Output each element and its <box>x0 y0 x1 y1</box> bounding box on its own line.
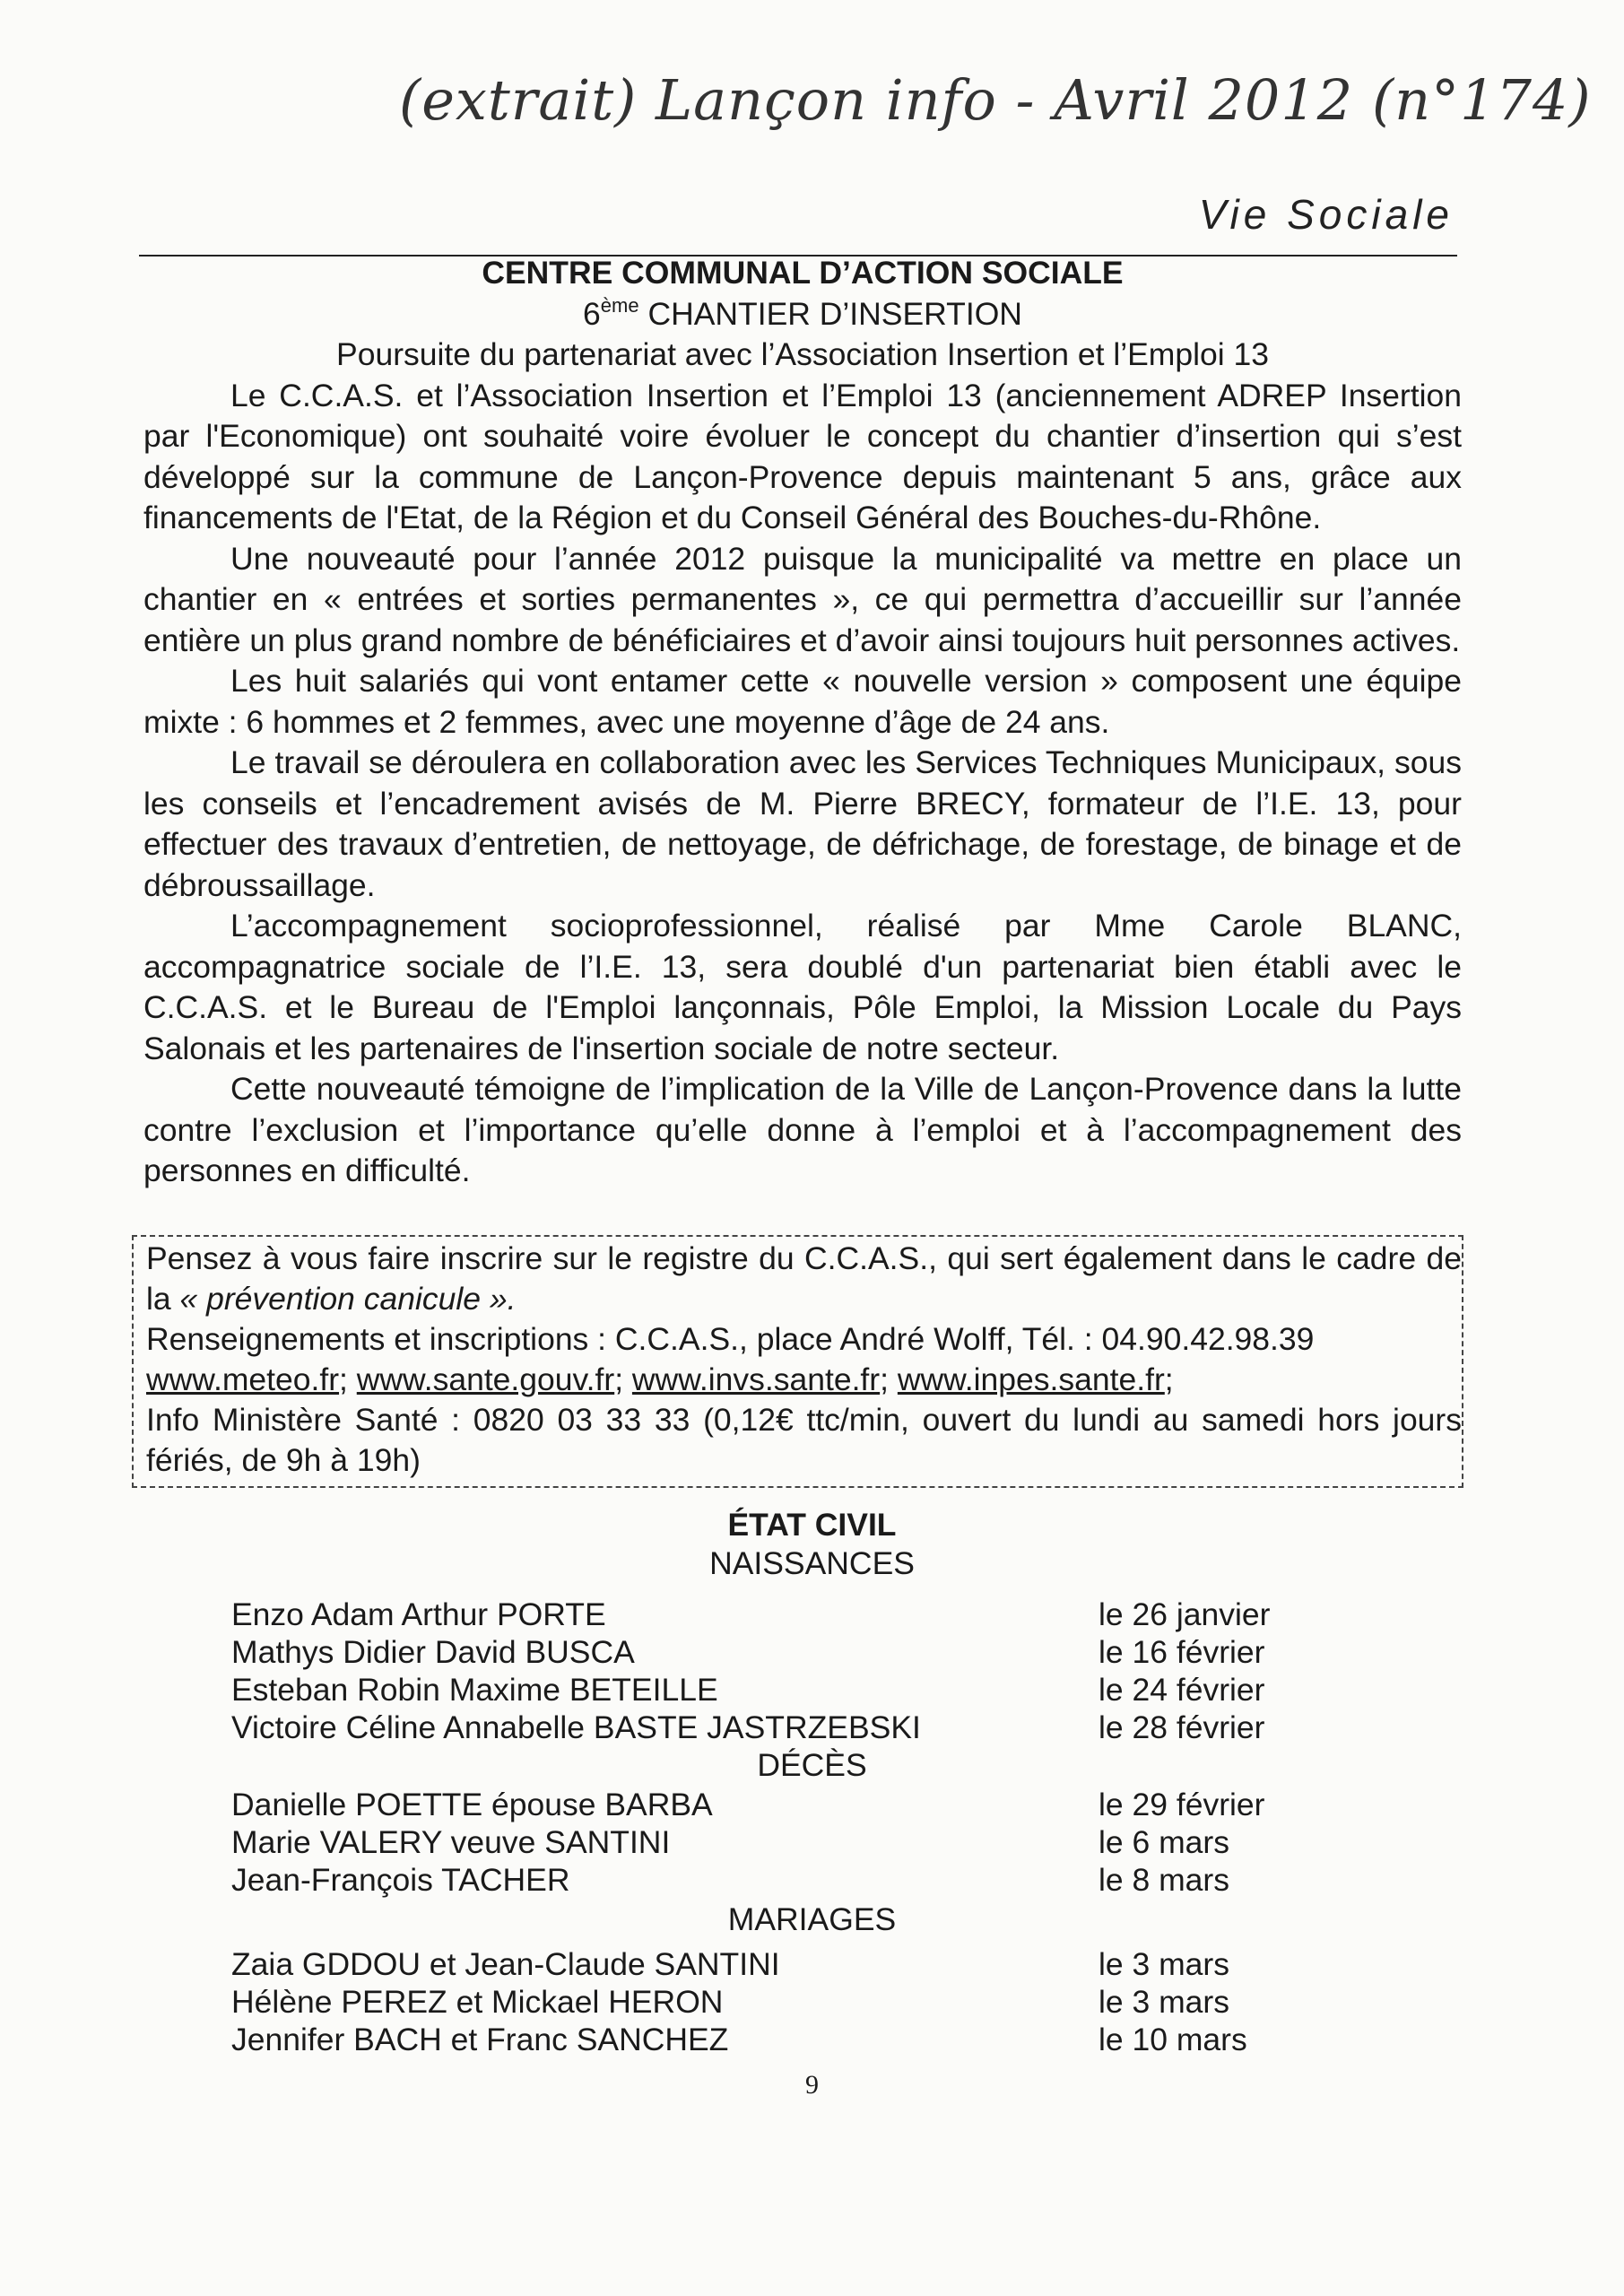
list-item <box>0 1862 1624 1902</box>
event-date: le 10 mars <box>1099 2022 1247 2057</box>
list-item <box>0 1596 1624 1637</box>
deces-title: DÉCÈS <box>757 1747 867 1783</box>
person-name: Enzo Adam Arthur PORTE <box>231 1596 606 1632</box>
event-date: le 6 mars <box>1099 1824 1229 1860</box>
registry-notice <box>146 1239 1462 1319</box>
link-inpes[interactable]: www.inpes.sante.fr <box>897 1361 1165 1397</box>
person-name: Danielle POETTE épouse BARBA <box>231 1787 713 1822</box>
link-meteo[interactable]: www.meteo.fr <box>146 1361 340 1397</box>
link-separator: ; <box>614 1361 632 1397</box>
article-lead: Poursuite du partenariat avec l’Association Insertion et l’Emploi 13 <box>336 336 1269 372</box>
list-item <box>0 1634 1624 1674</box>
link-invs[interactable]: www.invs.sante.fr <box>631 1361 881 1397</box>
article-title: CENTRE COMMUNAL D’ACTION SOCIALE <box>482 255 1124 291</box>
person-name: Mathys Didier David BUSCA <box>231 1634 635 1670</box>
event-date: le 24 février <box>1099 1672 1265 1708</box>
naissances-title: NAISSANCES <box>709 1545 915 1581</box>
contact-info: Renseignements et inscriptions : C.C.A.S., place André Wolff, Tél. : 04.90.42.98.39 <box>146 1321 1315 1357</box>
list-item <box>0 2022 1624 2062</box>
article-subtitle <box>143 294 1462 335</box>
event-date: le 29 février <box>1099 1787 1265 1822</box>
event-date: le 8 mars <box>1099 1862 1229 1898</box>
article-paragraph: L’accompagnement socioprofessionnel, réalisé par Mme Carole BLANC, accompagnatrice sociale de l’I.E. 13, sera doublé d'un partenariat bien établi avec le C.C.A.S. et le Bureau de l'Emploi lançonnais, Pôle Emploi, la Mission Locale du Pays Salonais et les partenaires de l'insertion sociale de notre secteur. <box>143 908 1462 1066</box>
event-date: le 28 février <box>1099 1709 1265 1745</box>
person-name: Victoire Céline Annabelle BASTE JASTRZEBSKI <box>231 1709 921 1745</box>
article-paragraph: Une nouveauté pour l’année 2012 puisque la municipalité va mettre en place un chantier en « entrées et sorties permanentes », ce qui permettra d’accueillir sur l’année entière un plus grand nombre de bénéficiaires et d’avoir ainsi toujours huit personnes actives. <box>143 540 1462 658</box>
event-date: le 3 mars <box>1099 1984 1229 2020</box>
list-item <box>0 1787 1624 1827</box>
link-end: ; <box>1164 1361 1174 1397</box>
list-item <box>0 1672 1624 1712</box>
subtitle-superscript: ème <box>600 293 639 317</box>
list-item <box>0 1824 1624 1865</box>
ministry-info: Info Ministère Santé : 0820 03 33 33 (0,12€ ttc/min, ouvert du lundi au samedi hors jours fériés, de 9h à 19h) <box>146 1402 1462 1478</box>
links-line <box>146 1360 1462 1400</box>
subtitle-text: CHANTIER D’INSERTION <box>638 295 1022 332</box>
person-name: Jennifer BACH et Franc SANCHEZ <box>231 2022 729 2057</box>
event-date: le 26 janvier <box>1099 1596 1271 1632</box>
link-separator: ; <box>339 1361 357 1397</box>
mariages-title: MARIAGES <box>727 1901 897 1937</box>
link-separator: ; <box>880 1361 898 1397</box>
article <box>143 253 1462 1192</box>
article-paragraph: Le travail se déroulera en collaboration avec les Services Techniques Municipaux, sous les conseils et l’encadrement avisés de M. Pierre BRECY, formateur de l’I.E. 13, pour effectuer des travaux d’entretien, de nettoyage, de défrichage, de forestage, de binage et de débroussaillage. <box>143 744 1462 903</box>
handwritten-annotation: (extrait) Lançon info - Avril 2012 (n°174) <box>399 67 1592 133</box>
etat-civil-title: ÉTAT CIVIL <box>727 1507 897 1543</box>
list-item <box>0 1984 1624 2024</box>
person-name: Esteban Robin Maxime BETEILLE <box>231 1672 718 1708</box>
event-date: le 16 février <box>1099 1634 1265 1670</box>
article-paragraph: Les huit salariés qui vont entamer cette « nouvelle version » composent une équipe mixte : 6 hommes et 2 femmes, avec une moyenne d’âge de 24 ans. <box>143 663 1462 740</box>
section-title: Vie Sociale <box>1198 191 1454 238</box>
page-number: 9 <box>805 2070 819 2100</box>
list-item <box>0 1946 1624 1987</box>
link-sante[interactable]: www.sante.gouv.fr <box>356 1361 615 1397</box>
person-name: Hélène PEREZ et Mickael HERON <box>231 1984 724 2020</box>
article-paragraph: Cette nouveauté témoigne de l’implication de la Ville de Lançon-Provence dans la lutte contre l’exclusion et l’importance qu’elle donne à l’emploi et à l’accompagnement des personnes en difficulté. <box>143 1071 1462 1188</box>
person-name: Zaia GDDOU et Jean-Claude SANTINI <box>231 1946 780 1982</box>
canicule-text: « prévention canicule ». <box>179 1281 517 1317</box>
canicule-info-box <box>132 1235 1463 1488</box>
person-name: Jean-François TACHER <box>231 1862 570 1898</box>
subtitle-number: 6 <box>583 295 601 332</box>
registry-text: Pensez à vous faire inscrire sur le registre du C.C.A.S., qui sert également dans le cadre de la <box>146 1240 1462 1317</box>
person-name: Marie VALERY veuve SANTINI <box>231 1824 671 1860</box>
list-item <box>0 1709 1624 1750</box>
article-paragraph: Le C.C.A.S. et l’Association Insertion et l’Emploi 13 (anciennement ADREP Insertion par l'Economique) ont souhaité voire évoluer le concept du chantier d’insertion qui s’est développé sur la commune de Lançon-Provence depuis maintenant 5 ans, grâce aux financements de l'Etat, de la Région et du Conseil Général des Bouches-du-Rhône. <box>143 377 1462 535</box>
event-date: le 3 mars <box>1099 1946 1229 1982</box>
